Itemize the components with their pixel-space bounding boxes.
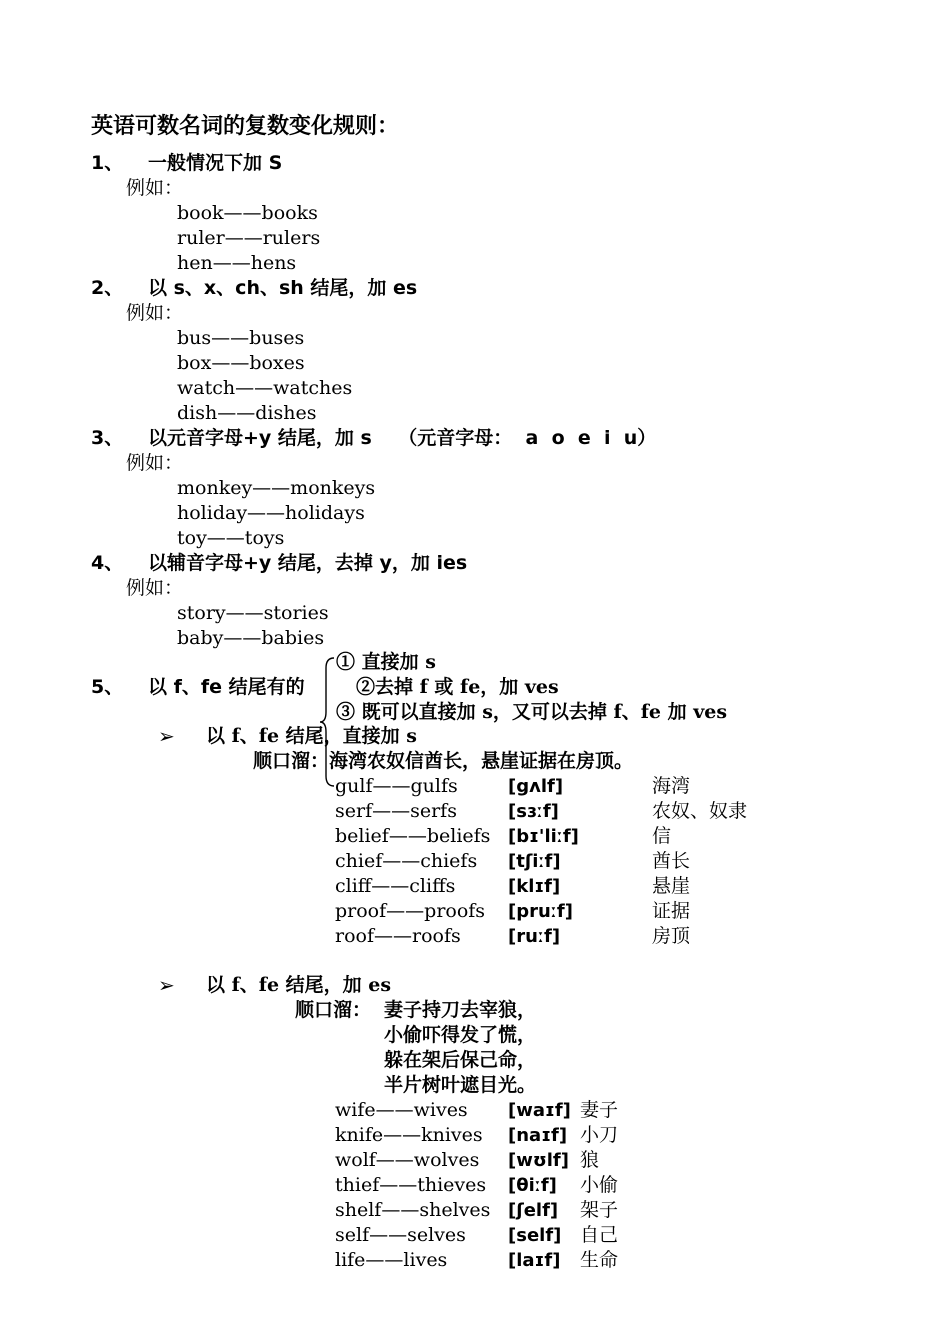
table-row-meaning: 生命	[580, 1249, 619, 1271]
subsection-heading: 以 f、fe 结尾，直接加 s	[206, 725, 417, 747]
table-row-phonetic: [wʊlf]	[508, 1150, 569, 1171]
table-row-meaning: 狼	[580, 1149, 600, 1171]
table-row-phonetic: [tʃiːf]	[508, 851, 561, 872]
rule-4-number: 4、	[91, 552, 124, 574]
table-row-phonetic: [klɪf]	[508, 876, 561, 897]
table-row-word: shelf——shelves	[335, 1199, 491, 1221]
table-row-phonetic: [gʌlf]	[508, 776, 564, 797]
example-item: baby——babies	[177, 627, 325, 649]
table-row-meaning: 房顶	[652, 925, 691, 947]
table-row-meaning: 海湾	[652, 775, 691, 797]
table-row-word: gulf——gulfs	[335, 775, 458, 797]
rule-3-number: 3、	[91, 427, 124, 449]
rhyme-line: 妻子持刀去宰狼，	[384, 999, 537, 1021]
rule-5-option: ③ 既可以直接加 s，又可以去掉 f、fe 加 ves	[336, 701, 728, 723]
table-row-meaning: 架子	[580, 1199, 619, 1221]
table-row-word: wife——wives	[335, 1099, 468, 1121]
example-item: dish——dishes	[177, 402, 317, 424]
example-item: book——books	[177, 202, 318, 224]
table-row-phonetic: [waɪf]	[508, 1100, 571, 1121]
example-item: toy——toys	[177, 527, 285, 549]
example-label: 例如：	[126, 452, 184, 474]
table-row-meaning: 酋长	[652, 850, 691, 872]
table-row-word: chief——chiefs	[335, 850, 478, 872]
table-row-word: proof——proofs	[335, 900, 486, 922]
rule-2-number: 2、	[91, 277, 124, 299]
table-row-word: life——lives	[335, 1249, 448, 1271]
rule-4-text: 以辅音字母+y 结尾，去掉 y，加 ies	[148, 552, 468, 574]
table-row-phonetic: [self]	[508, 1225, 562, 1246]
example-item: monkey——monkeys	[177, 477, 376, 499]
rule-3-text: 以元音字母+y 结尾，加 s （元音字母： a o e i u）	[148, 427, 657, 449]
table-row-word: serf——serfs	[335, 800, 457, 822]
rhyme-line: 小偷吓得发了慌，	[384, 1024, 537, 1046]
table-row-word: roof——roofs	[335, 925, 461, 947]
table-row-word: belief——beliefs	[335, 825, 491, 847]
table-row-phonetic: [pruːf]	[508, 901, 573, 922]
example-item: story——stories	[177, 602, 329, 624]
example-item: watch——watches	[177, 377, 353, 399]
rhyme-label: 顺口溜：	[295, 999, 372, 1021]
rule-5-option: ②去掉 f 或 fe，加 ves	[356, 676, 559, 698]
table-row-word: knife——knives	[335, 1124, 483, 1146]
rule-1-number: 1、	[91, 152, 124, 174]
table-row-phonetic: [laɪf]	[508, 1250, 561, 1271]
table-row-meaning: 妻子	[580, 1099, 619, 1121]
table-row-phonetic: [ruːf]	[508, 926, 561, 947]
table-row-meaning: 小偷	[580, 1174, 619, 1196]
table-row-phonetic: [sɜːf]	[508, 801, 559, 822]
page-title: 英语可数名词的复数变化规则：	[91, 114, 400, 139]
example-item: ruler——rulers	[177, 227, 321, 249]
table-row-phonetic: [bɪ'liːf]	[508, 826, 579, 847]
table-row-phonetic: [θiːf]	[508, 1175, 557, 1196]
table-row-meaning: 证据	[652, 900, 691, 922]
example-label: 例如：	[126, 177, 184, 199]
table-row-word: thief——thieves	[335, 1174, 487, 1196]
table-row-phonetic: [naɪf]	[508, 1125, 568, 1146]
arrow-bullet-icon: ➢	[158, 724, 175, 748]
table-row-meaning: 悬崖	[652, 875, 691, 897]
example-item: box——boxes	[177, 352, 305, 374]
rule-1-text: 一般情况下加 S	[148, 152, 283, 174]
table-row-word: cliff——cliffs	[335, 875, 456, 897]
table-row-meaning: 自己	[580, 1224, 619, 1246]
rule-5-text: 以 f、fe 结尾有的	[148, 676, 305, 698]
example-item: hen——hens	[177, 252, 297, 274]
arrow-bullet-icon: ➢	[158, 973, 175, 997]
rhyme: 顺口溜：海湾农奴信酋长，悬崖证据在房顶。	[253, 750, 634, 772]
rule-5-option: ① 直接加 s	[336, 651, 436, 673]
example-label: 例如：	[126, 302, 184, 324]
example-item: bus——buses	[177, 327, 305, 349]
table-row-meaning: 小刀	[580, 1124, 619, 1146]
example-item: holiday——holidays	[177, 502, 365, 524]
example-label: 例如：	[126, 577, 184, 599]
table-row-meaning: 信	[652, 825, 672, 847]
table-row-phonetic: [ʃelf]	[508, 1200, 559, 1221]
table-row-word: self——selves	[335, 1224, 466, 1246]
rhyme-line: 半片树叶遮目光。	[384, 1074, 537, 1096]
rule-2-text: 以 s、x、ch、sh 结尾，加 es	[148, 277, 418, 299]
table-row-word: wolf——wolves	[335, 1149, 480, 1171]
table-row-meaning: 农奴、奴隶	[652, 800, 748, 822]
subsection-heading: 以 f、fe 结尾，加 es	[206, 974, 392, 996]
rule-5-number: 5、	[91, 676, 124, 698]
rhyme-line: 躲在架后保己命，	[384, 1049, 537, 1071]
